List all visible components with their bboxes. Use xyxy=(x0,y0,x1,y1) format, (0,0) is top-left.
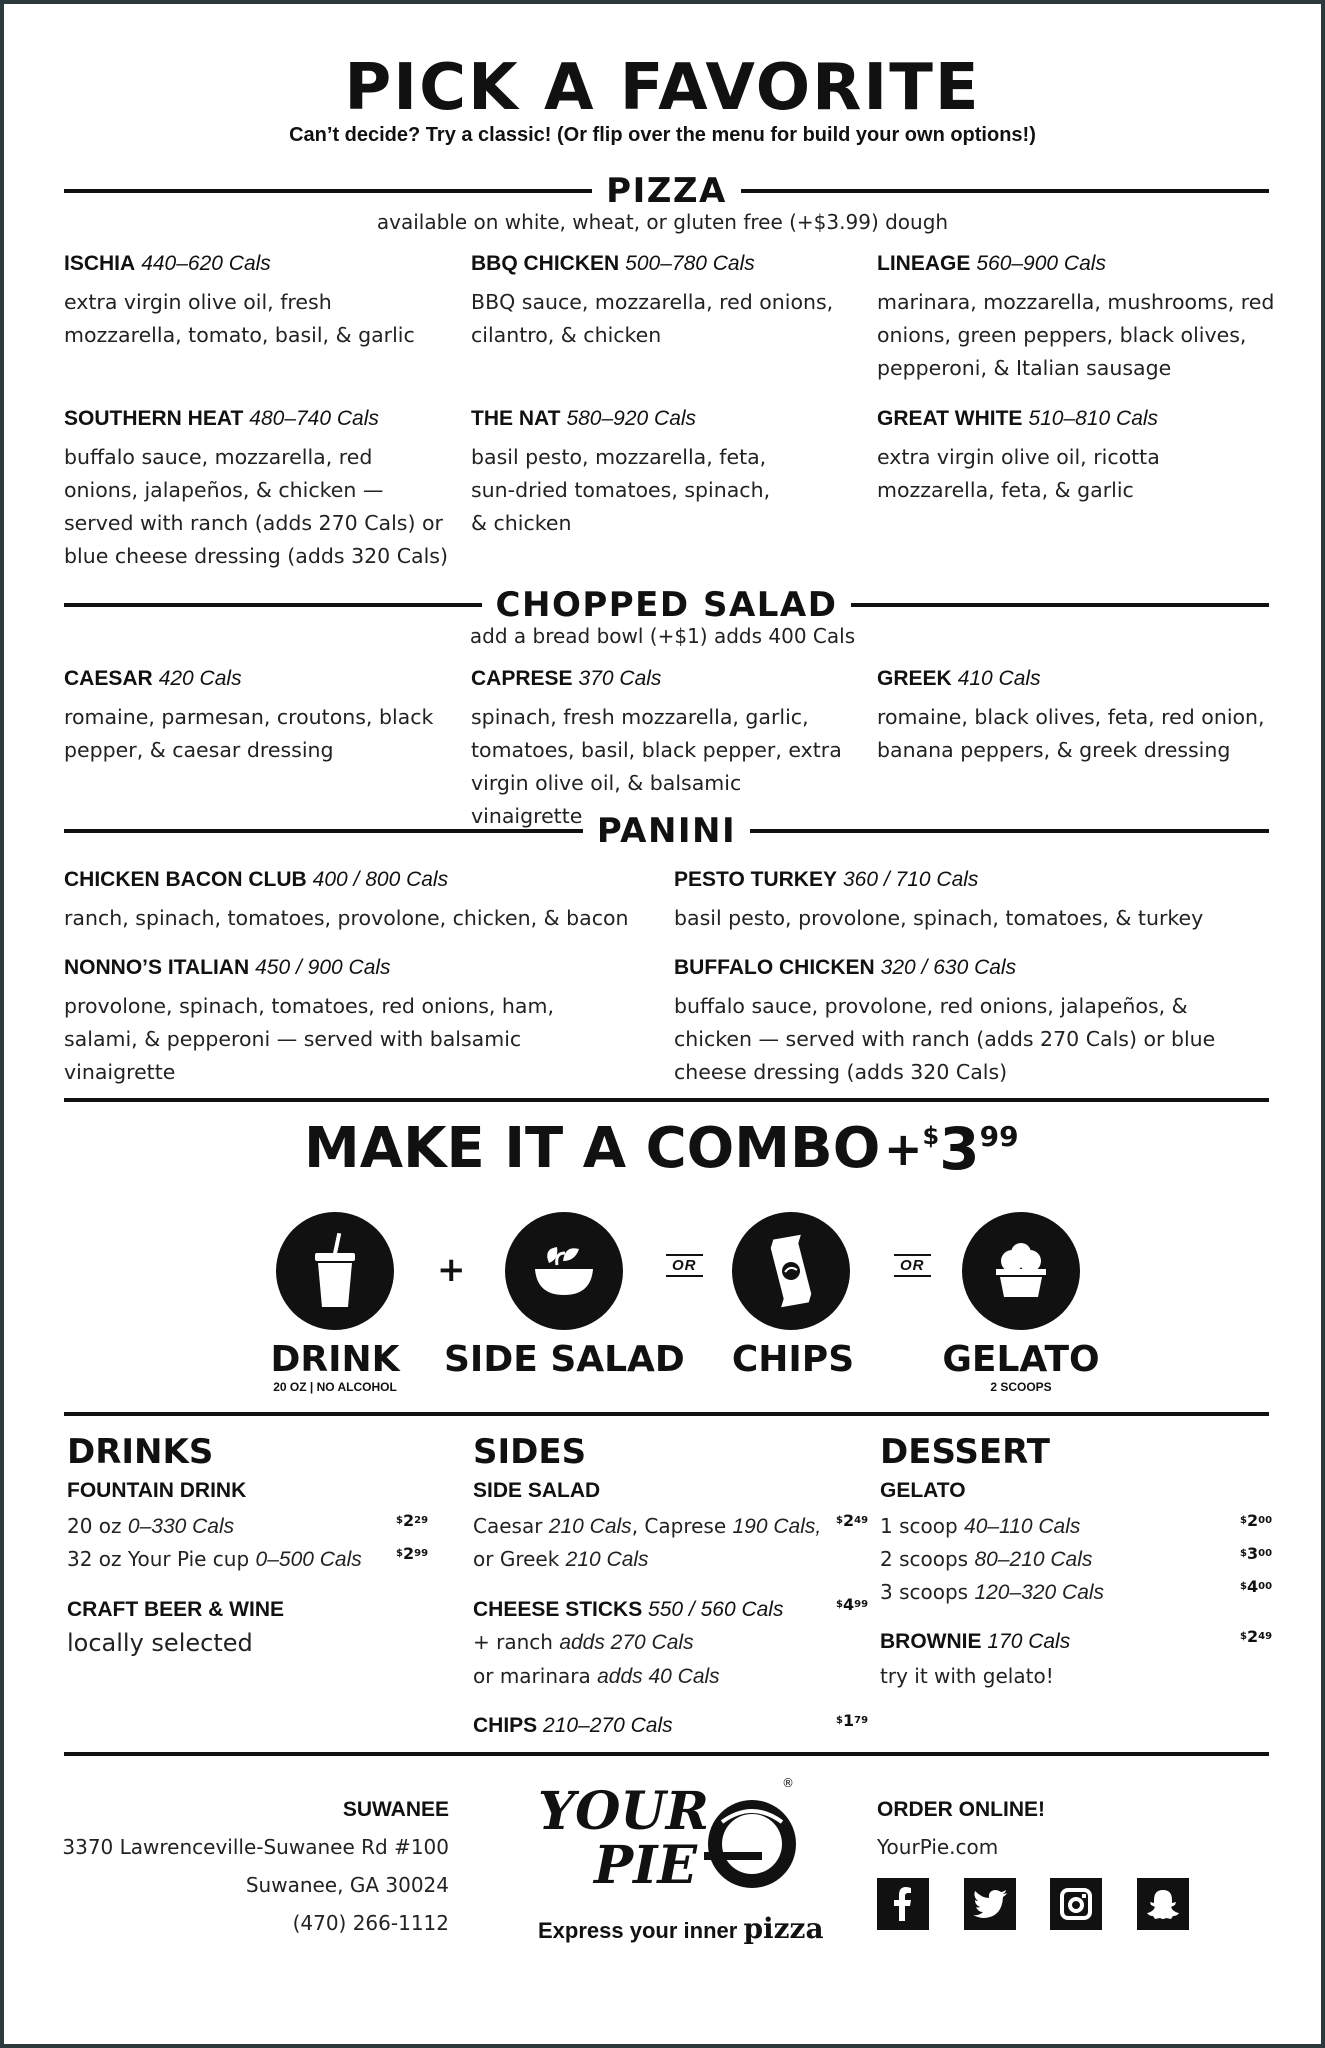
calories: 0–500 Cals xyxy=(255,1548,362,1571)
divider xyxy=(741,189,1269,193)
item-name: NONNO’S ITALIAN xyxy=(64,956,250,979)
item-name: ISCHIA xyxy=(64,252,136,275)
divider xyxy=(64,1098,1269,1102)
drink-cup-icon xyxy=(276,1212,394,1330)
salad-note: add a bread bowl (+$1) adds 400 Cals xyxy=(469,624,856,648)
craft-beer-heading: CRAFT BEER & WINE xyxy=(67,1598,284,1621)
item-name: CHICKEN BACON CLUB xyxy=(64,868,307,891)
pizza-item-great-white xyxy=(877,405,1207,507)
order-online-heading: ORDER ONLINE! xyxy=(877,1798,1045,1821)
combo-sub-gelato: 2 SCOOPS xyxy=(990,1380,1052,1394)
store-phone: (470) 266-1112 xyxy=(292,1911,449,1935)
item-name: PESTO TURKEY xyxy=(674,868,837,891)
item-description: basil pesto, mozzarella, feta, sun-dried tomatoes, spinach, & chicken xyxy=(471,445,771,535)
registered-mark-icon: ® xyxy=(782,1776,794,1790)
sides-title: SIDES xyxy=(473,1432,587,1472)
snapchat-icon[interactable] xyxy=(1137,1878,1189,1930)
divider xyxy=(64,829,583,833)
fountain-32oz xyxy=(67,1545,362,1574)
pizza-item-southern-heat xyxy=(64,405,449,573)
price-gelato-3: $^{\$}4^{00}$ xyxy=(1240,1577,1273,1596)
item-description: buffalo sauce, provolone, red onions, jalapeños, & chicken — served with ranch (adds 270 Cals) or blue cheese dressing (adds 320 Cals) xyxy=(674,994,1216,1084)
panini-item-buffalo-chicken xyxy=(674,954,1264,1089)
website-link[interactable]: YourPie.com xyxy=(877,1835,999,1859)
pizza-item-lineage xyxy=(877,250,1277,385)
item-calories: 410 Cals xyxy=(957,667,1041,690)
item-calories: 360 / 710 Cals xyxy=(842,868,979,891)
gelato-3-scoops: 3 scoops 120–320 Cals xyxy=(880,1580,1105,1604)
store-address-2: Suwanee, GA 30024 xyxy=(245,1873,449,1897)
drinks-title: DRINKS xyxy=(67,1432,214,1472)
size: 32 oz Your Pie cup xyxy=(67,1547,250,1571)
item-description: marinara, mozzarella, mushrooms, red onions, green peppers, black olives, pepperoni, & Italian sausage xyxy=(877,290,1275,380)
combo-title: MAKE IT A COMBO xyxy=(304,1116,881,1181)
side-salad-heading: SIDE SALAD xyxy=(473,1479,601,1502)
combo-label-drink: DRINK xyxy=(270,1339,400,1380)
pizza-section-header xyxy=(64,169,1269,213)
combo-or-2: OR xyxy=(894,1254,931,1277)
fountain-20oz xyxy=(67,1512,234,1541)
brownie-heading: BROWNIE 170 Cals xyxy=(880,1630,1071,1653)
cheese-sticks-heading: CHEESE STICKS 550 / 560 Cals xyxy=(473,1598,784,1621)
logo-word-your: YOUR xyxy=(538,1781,709,1842)
side-salad-line-2: or Greek 210 Cals xyxy=(473,1547,649,1571)
item-description: basil pesto, provolone, spinach, tomatoes, & turkey xyxy=(674,906,1204,930)
store-location xyxy=(62,1796,449,1942)
brownie-desc: try it with gelato! xyxy=(880,1664,1054,1688)
your-pie-logo xyxy=(532,1772,824,1962)
price-fountain-20oz: $^{\$}2^{29}$ xyxy=(396,1511,429,1530)
price-chips: $^{\$}1^{79}$ xyxy=(836,1711,869,1730)
item-description: buffalo sauce, mozzarella, red onions, jalapeños, & chicken — served with ranch (adds 270 Cals) or blue cheese dressing (adds 320 Cals) xyxy=(64,445,448,568)
combo-price xyxy=(884,1114,1019,1184)
item-calories: 580–920 Cals xyxy=(566,407,697,430)
item-calories: 510–810 Cals xyxy=(1028,407,1159,430)
calories: 0–330 Cals xyxy=(127,1515,235,1538)
item-name: THE NAT xyxy=(471,407,561,430)
combo-label-side-salad: SIDE SALAD xyxy=(444,1339,685,1380)
item-name: LINEAGE xyxy=(877,252,971,275)
chips-bag-icon xyxy=(732,1212,850,1330)
combo-plus: + xyxy=(437,1250,466,1290)
side-salad-line-1: Caesar 210 Cals, Caprese 190 Cals, xyxy=(473,1514,822,1538)
item-description: provolone, spinach, tomatoes, red onions, ham, salami, & pepperoni — served with balsamic vinaigrette xyxy=(64,994,554,1084)
twitter-icon[interactable] xyxy=(964,1878,1016,1930)
item-name: BBQ CHICKEN xyxy=(471,252,620,275)
pizza-logo-icon xyxy=(702,1794,802,1894)
panini-item-chicken-bacon-club xyxy=(64,866,634,935)
combo-label-gelato: GELATO xyxy=(942,1339,1100,1380)
combo-or-1: OR xyxy=(666,1254,703,1277)
price-cheese-sticks: $^{\$}4^{99}$ xyxy=(836,1595,869,1614)
cheese-sticks-line-1: + ranch adds 270 Cals xyxy=(473,1630,694,1654)
item-calories: 500–780 Cals xyxy=(625,252,755,275)
page-title: PICK A FAVORITE xyxy=(344,51,981,125)
pizza-item-ischia xyxy=(64,250,454,352)
divider xyxy=(64,603,482,607)
store-name: SUWANEE xyxy=(342,1798,449,1821)
store-address-1: 3370 Lawrenceville-Suwanee Rd #100 xyxy=(62,1835,449,1859)
combo-price-dollar: $ xyxy=(922,1122,940,1150)
price-side-salad: $^{\$}2^{49}$ xyxy=(836,1511,869,1530)
dessert-title: DESSERT xyxy=(880,1432,1050,1472)
logo-tagline: Express your inner pizza xyxy=(538,1912,824,1945)
price-fountain-32oz: $^{\$}2^{99}$ xyxy=(396,1544,429,1563)
size: 20 oz xyxy=(67,1514,122,1538)
item-description: extra virgin olive oil, fresh mozzarella, tomato, basil, & garlic xyxy=(64,290,415,347)
item-name: CAESAR xyxy=(64,667,153,690)
item-calories: 560–900 Cals xyxy=(976,252,1106,275)
panini-section-title: PANINI xyxy=(596,811,737,851)
item-calories: 320 / 630 Cals xyxy=(880,956,1017,979)
item-calories: 440–620 Cals xyxy=(141,252,271,275)
gelato-2-scoops: 2 scoops 80–210 Cals xyxy=(880,1547,1093,1571)
panini-item-nonnos-italian xyxy=(64,954,634,1089)
combo-sub-drink: 20 OZ | NO ALCOHOL xyxy=(273,1380,397,1394)
gelato-1-scoop: 1 scoop 40–110 Cals xyxy=(880,1514,1081,1538)
pizza-item-bbq-chicken xyxy=(471,250,846,352)
item-description: romaine, black olives, feta, red onion, banana peppers, & greek dressing xyxy=(877,705,1265,762)
divider xyxy=(64,189,592,193)
salad-section-title: CHOPPED SALAD xyxy=(495,585,838,625)
salad-section-header xyxy=(64,583,1269,627)
item-calories: 400 / 800 Cals xyxy=(312,868,449,891)
pizza-item-the-nat xyxy=(471,405,791,540)
item-name: GREAT WHITE xyxy=(877,407,1023,430)
fountain-drink-heading: FOUNTAIN DRINK xyxy=(67,1479,247,1502)
item-description: spinach, fresh mozzarella, garlic, tomatoes, basil, black pepper, extra virgin olive oil, & balsamic vinaigrette xyxy=(471,705,842,828)
item-calories: 370 Cals xyxy=(578,667,662,690)
item-description: romaine, parmesan, croutons, black pepper, & caesar dressing xyxy=(64,705,434,762)
panini-item-pesto-turkey xyxy=(674,866,1264,935)
item-description: ranch, spinach, tomatoes, provolone, chicken, & bacon xyxy=(64,906,629,930)
chips-heading: CHIPS 210–270 Cals xyxy=(473,1714,673,1737)
logo-word-pie: PIE xyxy=(594,1835,698,1896)
salad-item-greek xyxy=(877,665,1267,767)
item-calories: 450 / 900 Cals xyxy=(255,956,391,979)
item-description: extra virgin olive oil, ricotta mozzarella, feta, & garlic xyxy=(877,445,1160,502)
item-name: BUFFALO CHICKEN xyxy=(674,956,875,979)
price-gelato-1: $^{\$}2^{00}$ xyxy=(1240,1511,1273,1530)
item-calories: 420 Cals xyxy=(158,667,242,690)
combo-label-chips: CHIPS xyxy=(731,1339,855,1380)
divider xyxy=(64,1752,1269,1756)
combo-price-plus: + xyxy=(884,1122,923,1176)
page-subtitle: Can’t decide? Try a classic! (Or flip over the menu for build your own options!) xyxy=(289,124,1036,146)
price-brownie: $^{\$}2^{49}$ xyxy=(1240,1627,1273,1646)
divider xyxy=(750,829,1269,833)
craft-beer-desc: locally selected xyxy=(67,1629,253,1657)
pizza-note: available on white, wheat, or gluten free (+$3.99) dough xyxy=(376,210,949,234)
gelato-heading: GELATO xyxy=(880,1479,966,1502)
facebook-icon[interactable] xyxy=(877,1878,929,1930)
instagram-icon[interactable] xyxy=(1050,1878,1102,1930)
panini-section-header xyxy=(64,809,1269,853)
salad-item-caesar xyxy=(64,665,449,767)
price-gelato-2: $^{\$}3^{00}$ xyxy=(1240,1544,1273,1563)
item-name: CAPRESE xyxy=(471,667,573,690)
item-description: BBQ sauce, mozzarella, red onions, cilantro, & chicken xyxy=(471,290,834,347)
salad-bowl-icon xyxy=(505,1212,623,1330)
cheese-sticks-line-2: or marinara adds 40 Cals xyxy=(473,1664,720,1688)
combo-price-main: 3 xyxy=(939,1115,980,1183)
gelato-icon xyxy=(962,1212,1080,1330)
divider xyxy=(64,1412,1269,1416)
item-calories: 480–740 Cals xyxy=(249,407,379,430)
item-name: GREEK xyxy=(877,667,952,690)
item-name: SOUTHERN HEAT xyxy=(64,407,244,430)
divider xyxy=(851,603,1269,607)
pizza-section-title: PIZZA xyxy=(606,171,727,211)
salad-item-caprese xyxy=(471,665,856,833)
combo-price-cents: 99 xyxy=(979,1120,1019,1153)
